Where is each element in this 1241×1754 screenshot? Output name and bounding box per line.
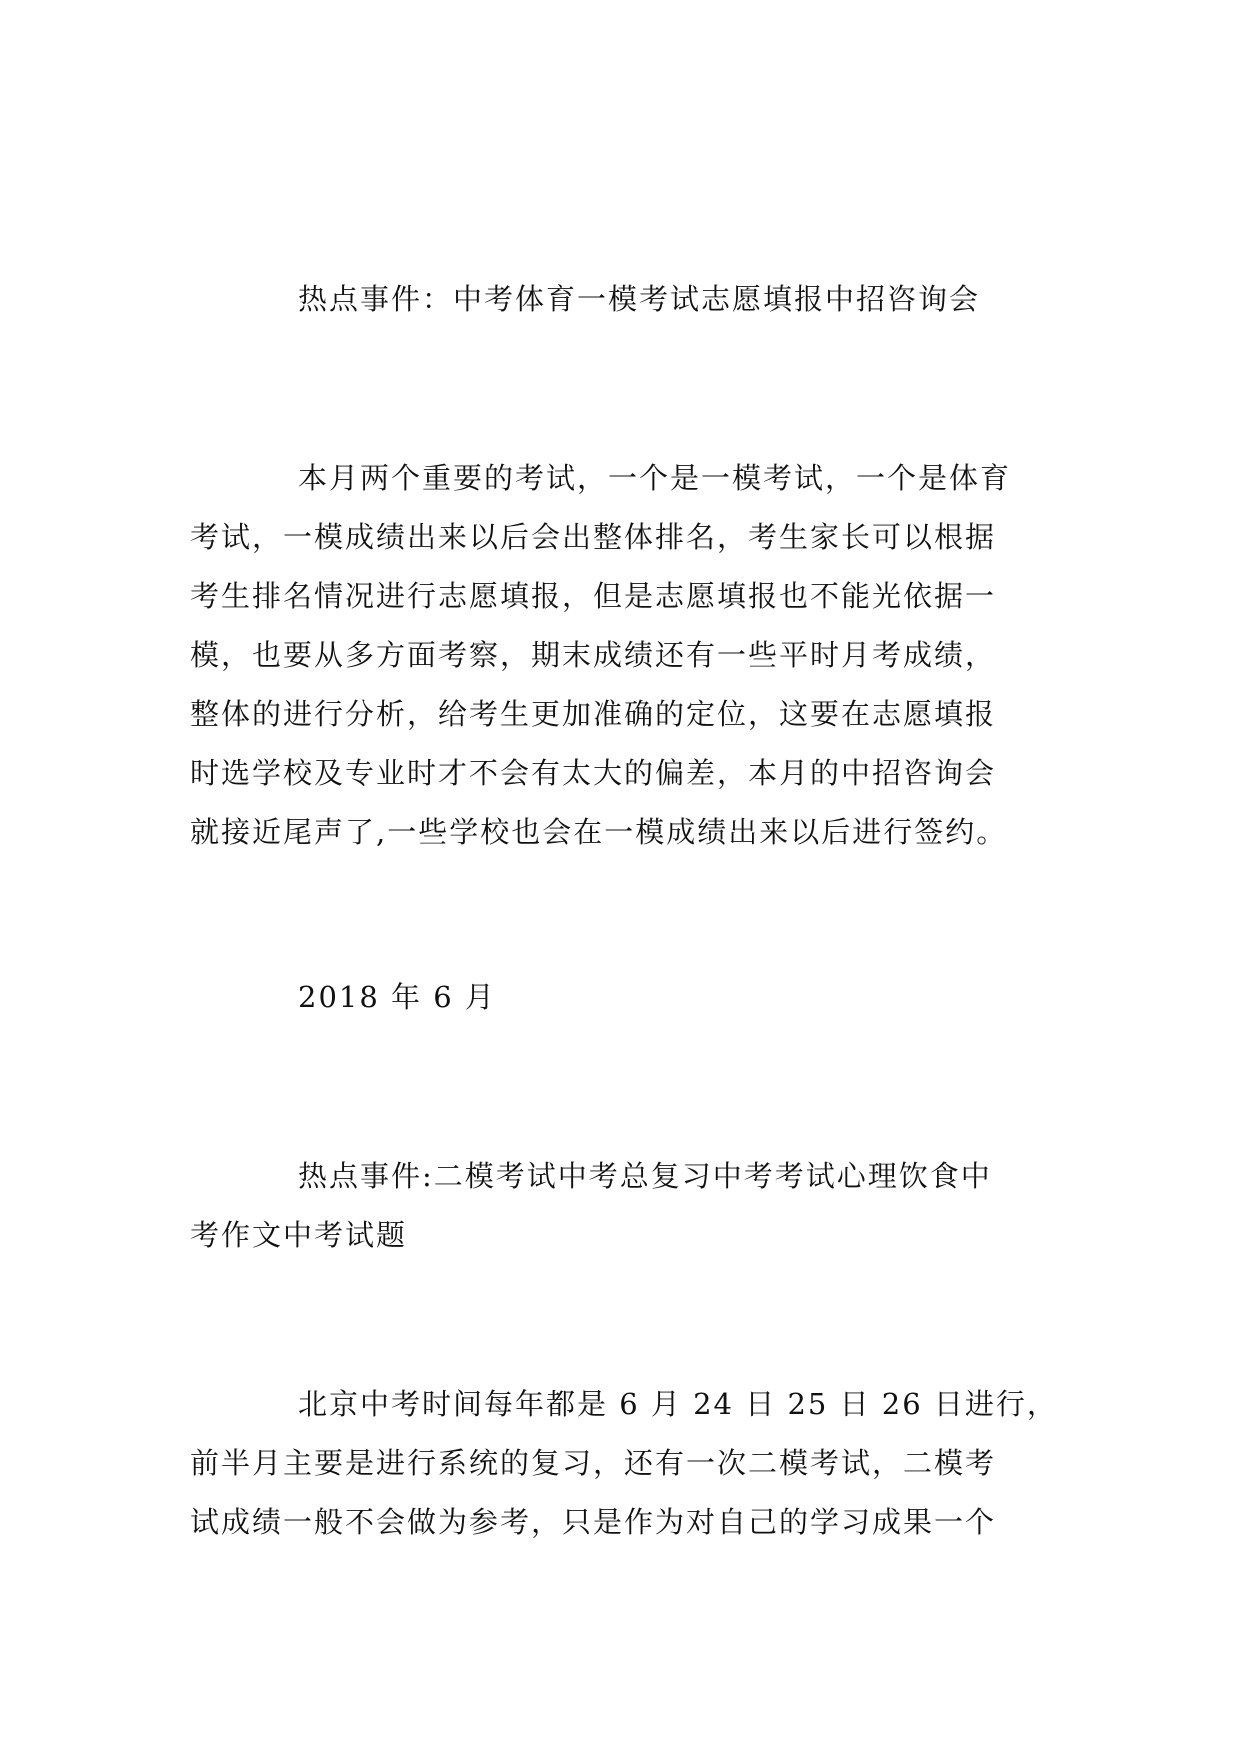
- hot-event-heading-2: [190, 1147, 1070, 1265]
- text-line: 就接近尾声了,一些学校也会在一模成绩出来以后进行签约。: [190, 815, 1008, 849]
- date-heading: [190, 968, 1070, 1027]
- paragraph-1: [190, 449, 1070, 862]
- text-line: 考试，一模成绩出来以后会出整体排名，考生家长可以根据: [190, 520, 997, 554]
- text-line: 整体的进行分析，给考生更加准确的定位，这要在志愿填报: [190, 697, 997, 731]
- text-line: 时选学校及专业时才不会有太大的偏差，本月的中招咨询会: [190, 756, 997, 790]
- paragraph-2: [190, 1375, 1070, 1552]
- text-line: 前半月主要是进行系统的复习，还有一次二模考试，二模考: [190, 1446, 997, 1480]
- text-line: 考生排名情况进行志愿填报，但是志愿填报也不能光依据一: [190, 579, 997, 613]
- text-line: 考作文中考试题: [190, 1218, 408, 1252]
- text-line: 模，也要从多方面考察，期末成绩还有一些平时月考成绩，: [190, 638, 997, 672]
- hot-event-heading-1: [190, 270, 1070, 329]
- text-line: 热点事件：中考体育一模考试志愿填报中招咨询会: [298, 282, 981, 316]
- text-line: 热点事件:二模考试中考总复习中考考试心理饮食中: [298, 1159, 992, 1193]
- text-line: 2018 年 6 月: [298, 980, 496, 1014]
- text-line: 试成绩一般不会做为参考，只是作为对自己的学习成果一个: [190, 1505, 997, 1539]
- text-line: 北京中考时间每年都是 6 月 24 日 25 日 26 日进行，: [298, 1387, 1058, 1421]
- text-line: 本月两个重要的考试，一个是一模考试，一个是体育: [298, 461, 1012, 495]
